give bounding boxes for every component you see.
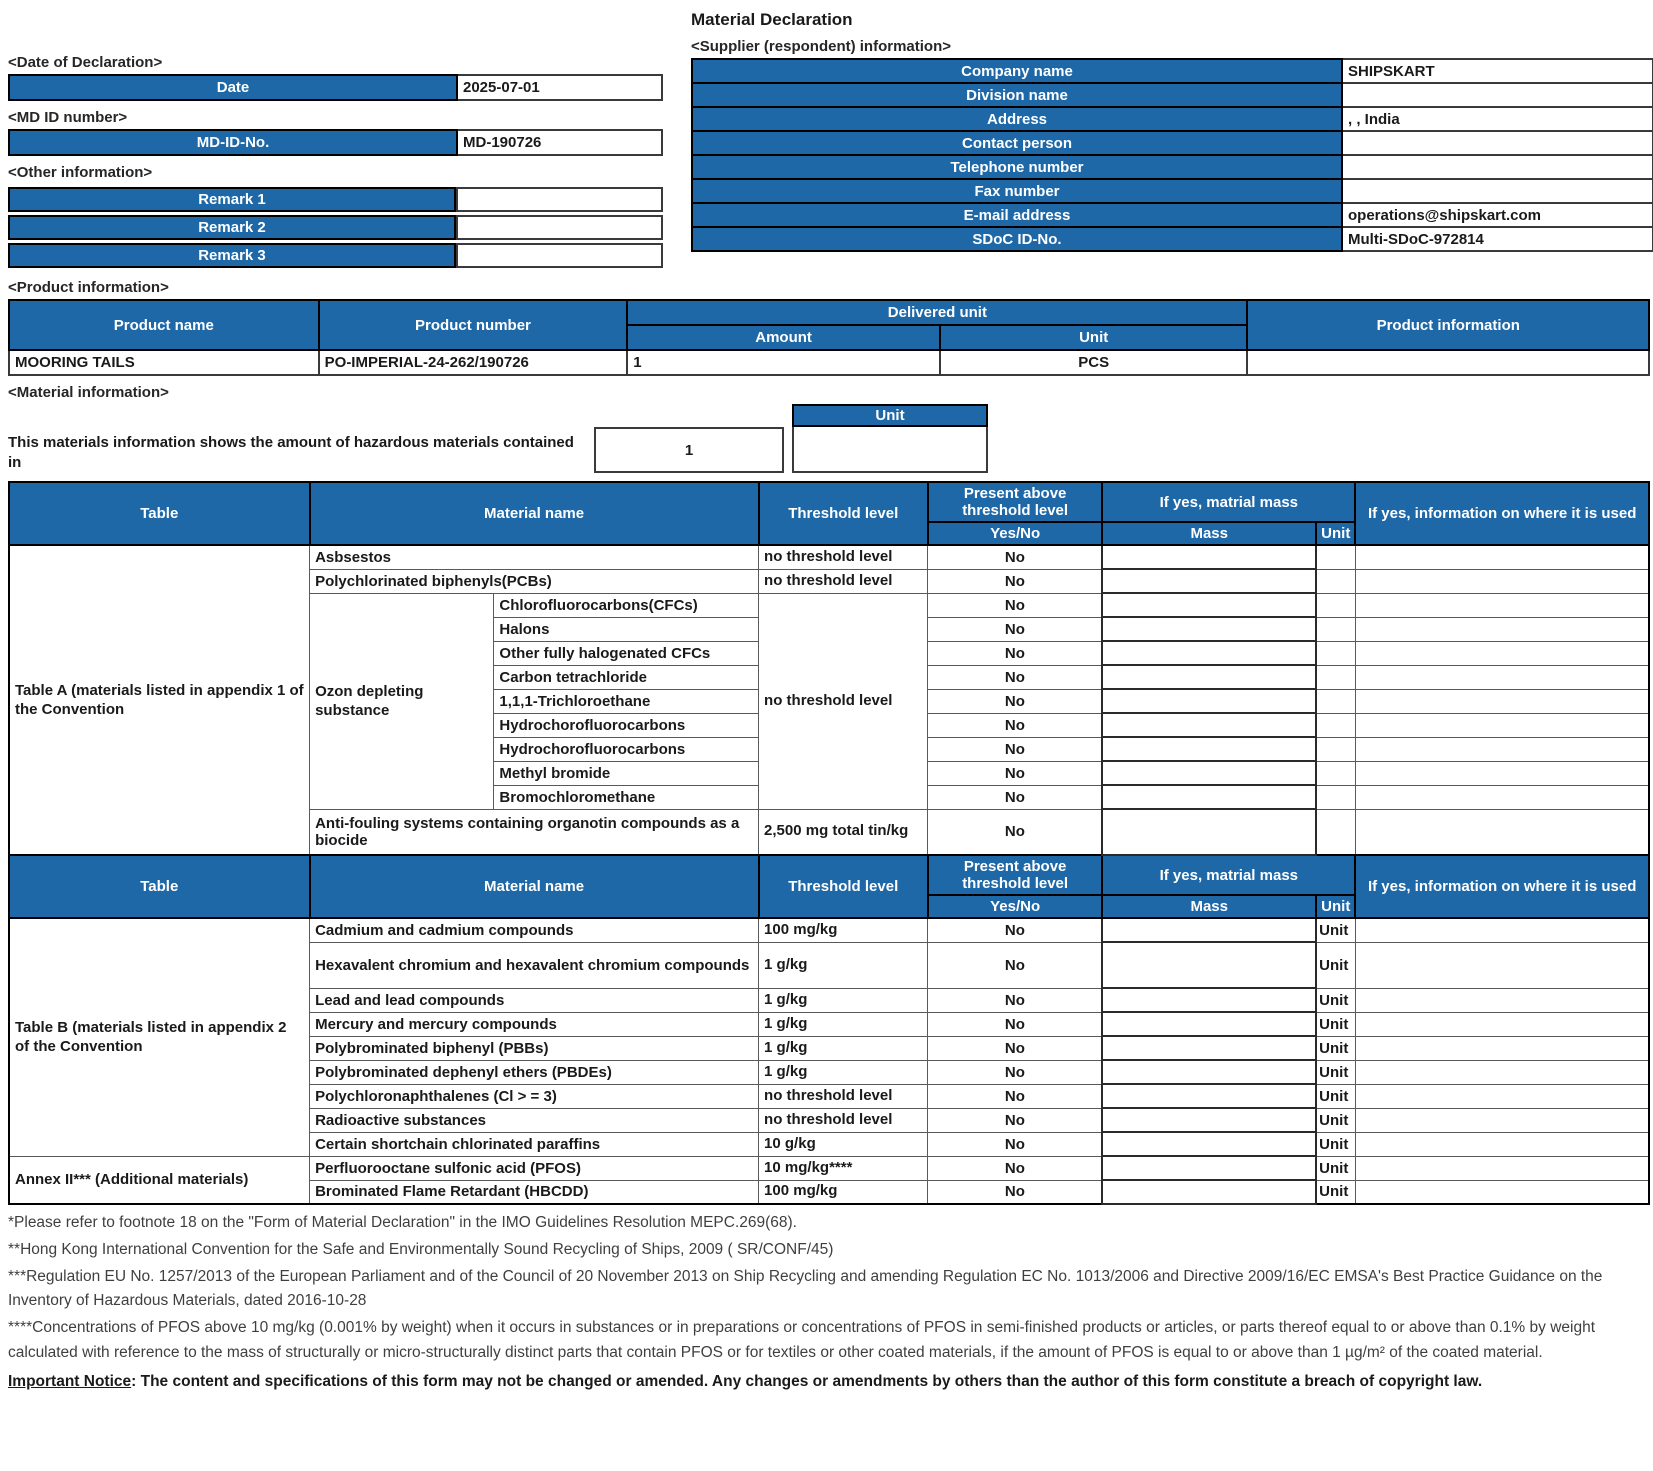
mass-cell [1102,809,1316,855]
threshold-level-column-header: Threshold level [759,482,928,545]
where-used-cell [1355,1180,1649,1204]
present-above-threshold-header: Present above threshold level [928,482,1102,522]
material-name-cell: Asbsestos [310,545,759,569]
mass-cell [1102,1060,1316,1084]
mass-cell [1102,1180,1316,1204]
material-name-cell: Anti-fouling systems containing organotin compounds as a biocide [310,809,759,855]
threshold-level-column-header: Threshold level [759,855,928,918]
if-yes-mass-header: If yes, matrial mass [1102,855,1355,895]
threshold-cell: 100 mg/kg [759,918,928,942]
table-row [9,918,1649,942]
threshold-cell: no threshold level [759,593,928,809]
unit-cell: Unit [1316,1036,1355,1060]
supplier-row [692,203,1653,227]
mass-cell [1102,545,1316,569]
important-notice-text: : The content and specifications of this form may not be changed or amended. Any changes or amendments by others than the author of this form constitute a breach of copyright law. [131,1372,1483,1390]
remark-1-value-cell [456,187,663,212]
supplier-column [691,6,1653,271]
material-name-cell: Polychloronaphthalenes (Cl > = 3) [310,1084,759,1108]
hazmat-header-row-1 [9,855,1649,895]
if-yes-mass-header: If yes, matrial mass [1102,482,1355,522]
supplier-row [692,59,1653,83]
material-name-column-header: Material name [310,482,759,545]
threshold-cell: 1 g/kg [759,1036,928,1060]
mass-cell [1102,569,1316,593]
yes-no-subheader: Yes/No [928,522,1102,545]
supplier-row [692,179,1653,203]
company-name-value-cell: SHIPSKART [1342,59,1653,83]
supplier-row [692,131,1653,155]
table-column-header: Table [9,855,310,918]
yes-no-cell: No [928,593,1102,617]
where-used-cell [1355,1060,1649,1084]
top-section [8,6,1643,271]
material-info-unit-header: Unit [792,404,988,427]
where-used-cell [1355,1132,1649,1156]
material-name-cell: Chlorofluorocarbons(CFCs) [494,593,759,617]
telephone-label-cell: Telephone number [692,155,1342,179]
declaration-column [8,46,663,271]
yes-no-cell: No [928,641,1102,665]
material-name-cell: Polybrominated biphenyl (PBBs) [310,1036,759,1060]
unit-cell [1316,617,1355,641]
product-data-row [9,350,1649,375]
footnote-2: **Hong Kong International Convention for the Safe and Environmentally Sound Recycling of Ships, 2009 ( SR/CONF/45) [8,1240,834,1258]
unit-subheader: Unit [1316,895,1355,918]
unit-cell [1316,809,1355,855]
sdoc-id-value-cell: Multi-SDoC-972814 [1342,227,1653,251]
threshold-cell: no threshold level [759,569,928,593]
ozone-group-label: Ozon depleting substance [310,593,494,809]
table-row [9,1156,1649,1180]
where-used-cell [1355,1156,1649,1180]
supplier-row [692,83,1653,107]
mass-cell [1102,689,1316,713]
material-name-cell: Mercury and mercury compounds [310,1012,759,1036]
yes-no-cell: No [928,713,1102,737]
yes-no-cell: No [928,617,1102,641]
fax-label-cell: Fax number [692,179,1342,203]
material-info-amount-box: 1 [594,427,784,473]
unit-cell [1316,737,1355,761]
yes-no-cell: No [928,1060,1102,1084]
where-used-cell [1355,737,1649,761]
yes-no-subheader: Yes/No [928,895,1102,918]
date-of-declaration-section-label: <Date of Declaration> [8,54,163,71]
product-table [8,299,1650,376]
product-information-header: Product information [1247,300,1649,350]
where-used-cell [1355,1084,1649,1108]
threshold-cell: 10 mg/kg**** [759,1156,928,1180]
product-name-cell: MOORING TAILS [9,350,319,375]
email-value-cell: operations@shipskart.com [1342,203,1653,227]
mass-cell [1102,713,1316,737]
remark-row [8,187,663,212]
unit-cell [1316,641,1355,665]
material-name-cell: Cadmium and cadmium compounds [310,918,759,942]
mass-cell [1102,761,1316,785]
material-name-cell: 1,1,1-Trichloroethane [494,689,759,713]
unit-cell: Unit [1316,918,1355,942]
product-unit-cell: PCS [940,350,1248,375]
material-info-row [8,404,1643,473]
unit-cell: Unit [1316,988,1355,1012]
md-id-value-cell: MD-190726 [457,130,662,155]
mass-cell [1102,1084,1316,1108]
unit-cell [1316,761,1355,785]
remark-1-label-cell: Remark 1 [8,187,456,212]
division-name-value-cell [1342,83,1653,107]
mass-cell [1102,665,1316,689]
material-name-cell: Lead and lead compounds [310,988,759,1012]
where-used-cell [1355,785,1649,809]
footnote-4: ****Concentrations of PFOS above 10 mg/kg (0.001% by weight) when it occurs in substances or in preparations or concentrations of PFOS in semi-finished products or articles, or parts thereof equal to or above than 0.1% by weight calculated with reference to the mass of structurally or micro-structurally distinct parts that contain PFOS or for textiles or other coated materials, if the amount of PFOS is equal to or above than 1 µg/m² of the coated material. [8,1319,1595,1361]
sdoc-id-label-cell: SDoC ID-No. [692,227,1342,251]
mass-cell [1102,1012,1316,1036]
address-label-cell: Address [692,107,1342,131]
amount-header: Amount [627,325,940,350]
mass-cell [1102,1132,1316,1156]
contact-person-value-cell [1342,131,1653,155]
mass-cell [1102,641,1316,665]
threshold-cell: no threshold level [759,1108,928,1132]
annex-group-label: Annex II*** (Additional materials) [9,1156,310,1204]
unit-cell: Unit [1316,1060,1355,1084]
md-id-row [9,130,662,155]
mass-cell [1102,1036,1316,1060]
date-row [9,75,662,100]
yes-no-cell: No [928,1108,1102,1132]
hazmat-header-row-1 [9,482,1649,522]
product-amount-cell: 1 [627,350,940,375]
where-used-cell [1355,1108,1649,1132]
mass-cell [1102,785,1316,809]
where-used-cell [1355,713,1649,737]
threshold-cell: 2,500 mg total tin/kg [759,809,928,855]
hazardous-materials-table [8,481,1650,1205]
remarks-table [8,184,663,271]
yes-no-cell: No [928,942,1102,988]
unit-cell: Unit [1316,942,1355,988]
where-used-cell [1355,988,1649,1012]
footnotes [8,1211,1648,1366]
date-label-cell: Date [9,75,457,100]
where-used-cell [1355,617,1649,641]
threshold-cell: 1 g/kg [759,942,928,988]
material-info-section-label: <Material information> [8,384,169,401]
mass-subheader: Mass [1102,522,1316,545]
product-number-header: Product number [319,300,628,350]
threshold-cell: no threshold level [759,1084,928,1108]
material-name-cell: Radioactive substances [310,1108,759,1132]
unit-cell: Unit [1316,1180,1355,1204]
table-a-group-label: Table A (materials listed in appendix 1 of the Convention [9,545,310,855]
if-yes-info-header: If yes, information on where it is used [1355,855,1649,918]
date-table [8,74,663,101]
unit-cell [1316,665,1355,689]
unit-cell [1316,545,1355,569]
division-name-label-cell: Division name [692,83,1342,107]
page-title: Material Declaration [691,10,853,29]
where-used-cell [1355,761,1649,785]
yes-no-cell: No [928,1132,1102,1156]
mass-cell [1102,1156,1316,1180]
where-used-cell [1355,545,1649,569]
threshold-cell: 1 g/kg [759,1060,928,1084]
yes-no-cell: No [928,665,1102,689]
unit-header: Unit [940,325,1248,350]
important-notice-label: Important Notice [8,1372,132,1390]
remark-3-value-cell [456,243,663,268]
threshold-cell: 100 mg/kg [759,1180,928,1204]
if-yes-info-header: If yes, information on where it is used [1355,482,1649,545]
unit-cell: Unit [1316,1108,1355,1132]
material-name-cell: Methyl bromide [494,761,759,785]
unit-cell [1316,689,1355,713]
supplier-row [692,107,1653,131]
yes-no-cell: No [928,1084,1102,1108]
delivered-unit-header: Delivered unit [627,300,1247,325]
yes-no-cell: No [928,545,1102,569]
yes-no-cell: No [928,1156,1102,1180]
yes-no-cell: No [928,1012,1102,1036]
where-used-cell [1355,689,1649,713]
md-id-table [8,129,663,156]
where-used-cell [1355,569,1649,593]
supplier-section-label: <Supplier (respondent) information> [691,38,952,55]
mass-cell [1102,988,1316,1012]
where-used-cell [1355,809,1649,855]
material-name-cell: Carbon tetrachloride [494,665,759,689]
md-id-section-label: <MD ID number> [8,109,128,126]
footnote-1: *Please refer to footnote 18 on the "Form of Material Declaration" in the IMO Guidelines Resolution MEPC.269(68). [8,1214,797,1231]
material-name-cell: Hydrochorofluorocarbons [494,713,759,737]
mass-cell [1102,918,1316,942]
threshold-cell: 10 g/kg [759,1132,928,1156]
yes-no-cell: No [928,918,1102,942]
company-name-label-cell: Company name [692,59,1342,83]
where-used-cell [1355,641,1649,665]
yes-no-cell: No [928,809,1102,855]
material-name-cell: Polybrominated dephenyl ethers (PBDEs) [310,1060,759,1084]
md-id-label-cell: MD-ID-No. [9,130,457,155]
material-info-description: This materials information shows the amount of hazardous materials contained in [8,433,574,471]
yes-no-cell: No [928,761,1102,785]
material-name-cell: Polychlorinated biphenyls(PCBs) [310,569,759,593]
mass-cell [1102,737,1316,761]
remark-2-label-cell: Remark 2 [8,215,456,240]
remark-row [8,215,663,240]
material-name-cell: Perfluorooctane sulfonic acid (PFOS) [310,1156,759,1180]
yes-no-cell: No [928,988,1102,1012]
unit-cell [1316,785,1355,809]
yes-no-cell: No [928,569,1102,593]
important-notice [8,1370,1648,1393]
product-info-cell [1247,350,1649,375]
material-name-cell: Bromochloromethane [494,785,759,809]
table-column-header: Table [9,482,310,545]
unit-subheader: Unit [1316,522,1355,545]
remark-2-value-cell [456,215,663,240]
yes-no-cell: No [928,1180,1102,1204]
unit-cell: Unit [1316,1156,1355,1180]
product-section-label: <Product information> [8,279,169,296]
where-used-cell [1355,593,1649,617]
product-name-header: Product name [9,300,319,350]
material-name-cell: Hexavalent chromium and hexavalent chromium compounds [310,942,759,988]
contact-person-label-cell: Contact person [692,131,1342,155]
where-used-cell [1355,918,1649,942]
where-used-cell [1355,1012,1649,1036]
material-name-cell: Brominated Flame Retardant (HBCDD) [310,1180,759,1204]
email-label-cell: E-mail address [692,203,1342,227]
date-value-cell: 2025-07-01 [457,75,662,100]
material-name-cell: Halons [494,617,759,641]
remark-3-label-cell: Remark 3 [8,243,456,268]
material-name-column-header: Material name [310,855,759,918]
mass-cell [1102,593,1316,617]
unit-cell: Unit [1316,1084,1355,1108]
unit-cell [1316,593,1355,617]
footnote-3: ***Regulation EU No. 1257/2013 of the European Parliament and of the Council of 20 November 2013 on Ship Recycling and amending Regulation EC No. 1013/2006 and Directive 2009/16/EC EMSA's Best Practice Guidance on the Inventory of Hazardous Materials, dated 2016-10-28 [8,1267,1603,1310]
material-name-cell: Certain shortchain chlorinated paraffins [310,1132,759,1156]
address-value-cell: , , India [1342,107,1653,131]
material-name-cell: Hydrochorofluorocarbons [494,737,759,761]
product-header-row-1 [9,300,1649,325]
where-used-cell [1355,942,1649,988]
product-number-cell: PO-IMPERIAL-24-262/190726 [319,350,628,375]
threshold-cell: no threshold level [759,545,928,569]
material-name-cell: Other fully halogenated CFCs [494,641,759,665]
mass-subheader: Mass [1102,895,1316,918]
material-info-unit-column [792,404,988,473]
unit-cell: Unit [1316,1132,1355,1156]
supplier-table [691,58,1653,252]
where-used-cell [1355,665,1649,689]
threshold-cell: 1 g/kg [759,1012,928,1036]
threshold-cell: 1 g/kg [759,988,928,1012]
mass-cell [1102,617,1316,641]
present-above-threshold-header: Present above threshold level [928,855,1102,895]
other-information-section-label: <Other information> [8,164,153,181]
supplier-row [692,155,1653,179]
unit-cell [1316,569,1355,593]
telephone-value-cell [1342,155,1653,179]
where-used-cell [1355,1036,1649,1060]
unit-cell [1316,713,1355,737]
unit-cell: Unit [1316,1012,1355,1036]
yes-no-cell: No [928,785,1102,809]
yes-no-cell: No [928,1036,1102,1060]
table-b-group-label: Table B (materials listed in appendix 2 of the Convention [9,918,310,1156]
mass-cell [1102,942,1316,988]
fax-value-cell [1342,179,1653,203]
table-row [9,545,1649,569]
yes-no-cell: No [928,737,1102,761]
yes-no-cell: No [928,689,1102,713]
mass-cell [1102,1108,1316,1132]
material-info-unit-box [792,427,988,473]
supplier-row [692,227,1653,251]
remark-row [8,243,663,268]
